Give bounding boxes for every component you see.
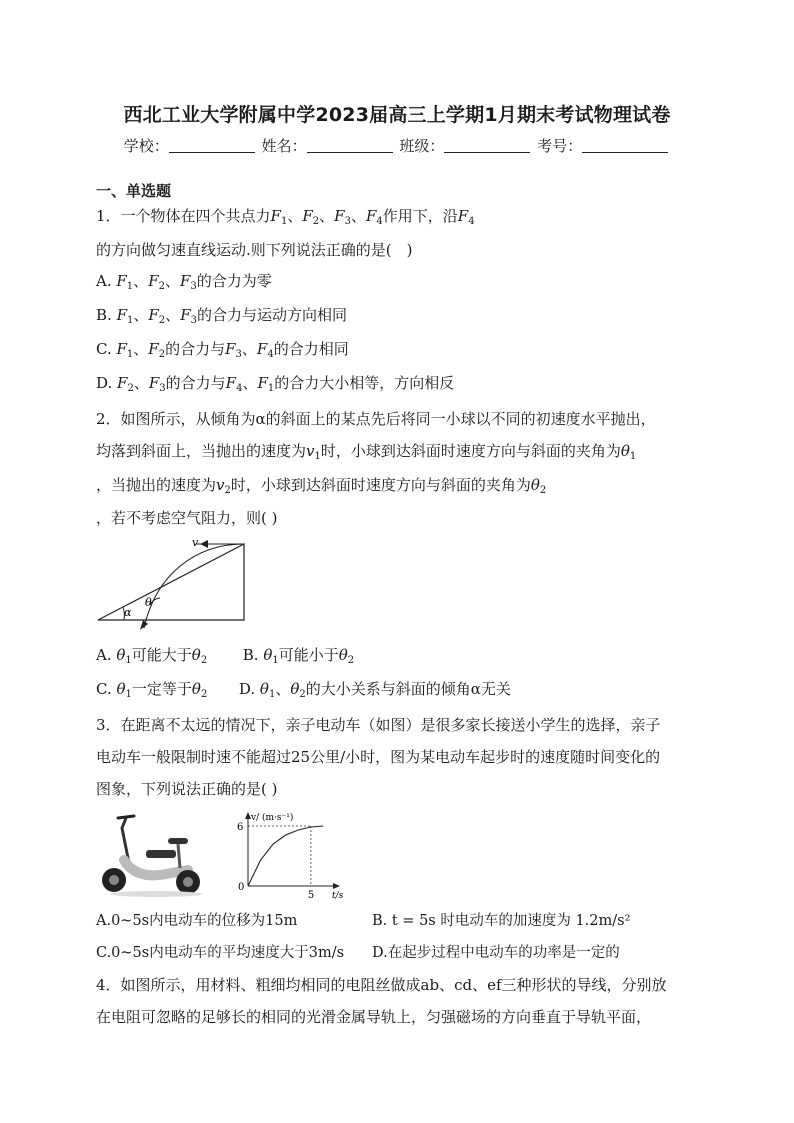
q4-line2: 在电阻可忽略的足够长的相同的光滑金属导轨上，匀强磁场的方向垂直于导轨平面， (96, 1008, 652, 1026)
page-title: 西北工业大学附属中学2023届高三上学期1月期末考试物理试卷 (123, 104, 671, 126)
graph-y-axis-label: v/ (m·s⁻¹) (251, 813, 294, 823)
number-blank[interactable] (582, 138, 668, 153)
graph-xtick-5: 5 (307, 890, 315, 900)
fig-theta-label: θ (145, 596, 152, 609)
graph-origin-label: 0 (238, 882, 245, 893)
q1-line1: 1．一个物体在四个共点力$F_1$、$F_2$、$F_3$、$F_4$作用下，沿$F_4$ (96, 207, 475, 227)
graph-ytick-6: 6 (237, 822, 244, 833)
fig-v-label: v (192, 536, 199, 549)
q3-option-b[interactable]: B. t = 5s 时电动车的加速度为 1.2m/s² (372, 913, 631, 929)
q1-option-b-text: 的合力与运动方向相同 (196, 306, 347, 324)
q1-option-c[interactable]: C. $F_1$、$F_2$的合力与$F_3$、$F_4$的合力相同 (96, 340, 349, 360)
class-label: 班级： (399, 137, 445, 155)
q1-text-b: 作用下，沿 (382, 207, 458, 225)
q2-option-c[interactable]: C. $\theta_1$一定等于$\theta_2$ (96, 680, 208, 700)
q2-line4: ，若不考虑空气阻力，则( ) (96, 509, 278, 527)
q2-option-b-text: 可能小于 (278, 646, 339, 664)
student-info-row (0, 135, 794, 156)
q1-option-d-text: 的合力大小相等，方向相反 (274, 374, 455, 392)
school-label: 学校： (123, 137, 169, 155)
q2-option-a-text: 可能大于 (131, 646, 192, 664)
incline-figure (96, 534, 256, 638)
q2-option-d[interactable]: D. $\theta_1$、$\theta_2$的大小关系与斜面的倾角α无关 (238, 680, 511, 700)
fig-alpha-label: α (124, 606, 132, 619)
q1-option-b[interactable]: B. $F_1$、$F_2$、$F_3$的合力与运动方向相同 (96, 306, 347, 326)
q3-option-d[interactable]: D.在起步过程中电动车的功率是一定的 (372, 945, 620, 961)
q1-option-a[interactable]: A. $F_1$、$F_2$、$F_3$的合力为零 (96, 272, 272, 292)
section-title: 一、单选题 (96, 182, 172, 200)
q1-option-a-text: 的合力为零 (196, 272, 272, 290)
q3-option-a[interactable]: A.0~5s内电动车的位移为15m (96, 913, 298, 929)
q2-line3-b: 时，小球到达斜面时速度方向与斜面的夹角为 (230, 476, 531, 494)
name-blank[interactable] (307, 138, 393, 153)
q1-option-c-mid: 的合力与 (165, 340, 226, 358)
q2-line2-a: 均落到斜面上，当抛出的速度为 (96, 442, 307, 460)
q2-line1: 2．如图所示，从倾角为α的斜面上的某点先后将同一小球以不同的初速度水平抛出， (96, 410, 656, 428)
trajectory-curve (144, 544, 244, 628)
q2-option-d-text: 的大小关系与斜面的倾角α无关 (305, 680, 511, 698)
q4-line1: 4．如图所示，用材料、粗细均相同的电阻丝做成ab、cd、ef三种形状的导线，分别放 (96, 976, 667, 994)
graph-velocity-curve (248, 826, 323, 886)
incline-triangle (98, 544, 244, 620)
graph-x-axis-label: t/s (332, 891, 344, 900)
q2-line2: 均落到斜面上，当抛出的速度为$v_1$时，小球到达斜面时速度方向与斜面的夹角为$\theta_1$ (96, 442, 637, 462)
q1-line2: 的方向做匀速直线运动.则下列说法正确的是( ) (96, 241, 413, 259)
trajectory-arrowhead (140, 620, 148, 630)
school-blank[interactable] (169, 138, 255, 153)
q2-options-row1 (96, 644, 354, 666)
q2-line3-a: ，当抛出的速度为 (96, 476, 217, 494)
q3-line1: 3．在距离不太远的情况下，亲子电动车（如图）是很多家长接送小学生的选择，亲子 (96, 716, 661, 734)
q2-line3: ，当抛出的速度为$v_2$时，小球到达斜面时速度方向与斜面的夹角为$\theta_2$ (96, 476, 547, 496)
q2-line2-b: 时，小球到达斜面时速度方向与斜面的夹角为 (320, 442, 621, 460)
q3-line3: 图象，下列说法正确的是( ) (96, 780, 278, 798)
v-arrowhead (200, 540, 208, 548)
graph-x-arrow (333, 883, 340, 889)
scooter-image (96, 810, 208, 900)
q2-option-b[interactable]: B. $\theta_1$可能小于$\theta_2$ (242, 646, 355, 666)
q1-option-d[interactable]: D. $F_2$、$F_3$的合力与$F_4$、$F_1$的合力大小相等，方向相反 (96, 374, 455, 394)
velocity-time-graph (232, 810, 352, 900)
q2-option-a[interactable]: A. $\theta_1$可能大于$\theta_2$ (96, 646, 208, 666)
class-blank[interactable] (444, 138, 530, 153)
name-label: 姓名： (261, 137, 307, 155)
q3-option-c[interactable]: C.0~5s内电动车的平均速度大于3m/s (96, 945, 345, 961)
number-label: 考号： (537, 137, 583, 155)
q1-option-c-text: 的合力相同 (273, 340, 349, 358)
q1-option-d-mid: 的合力与 (165, 374, 226, 392)
q1-text-a: 1．一个物体在四个共点力 (96, 207, 271, 225)
q2-options-row2 (96, 678, 511, 700)
q3-line2: 电动车一般限制时速不能超过25公里/小时，图为某电动车起步时的速度随时间变化的 (96, 748, 661, 766)
q2-option-c-text: 一定等于 (131, 680, 192, 698)
